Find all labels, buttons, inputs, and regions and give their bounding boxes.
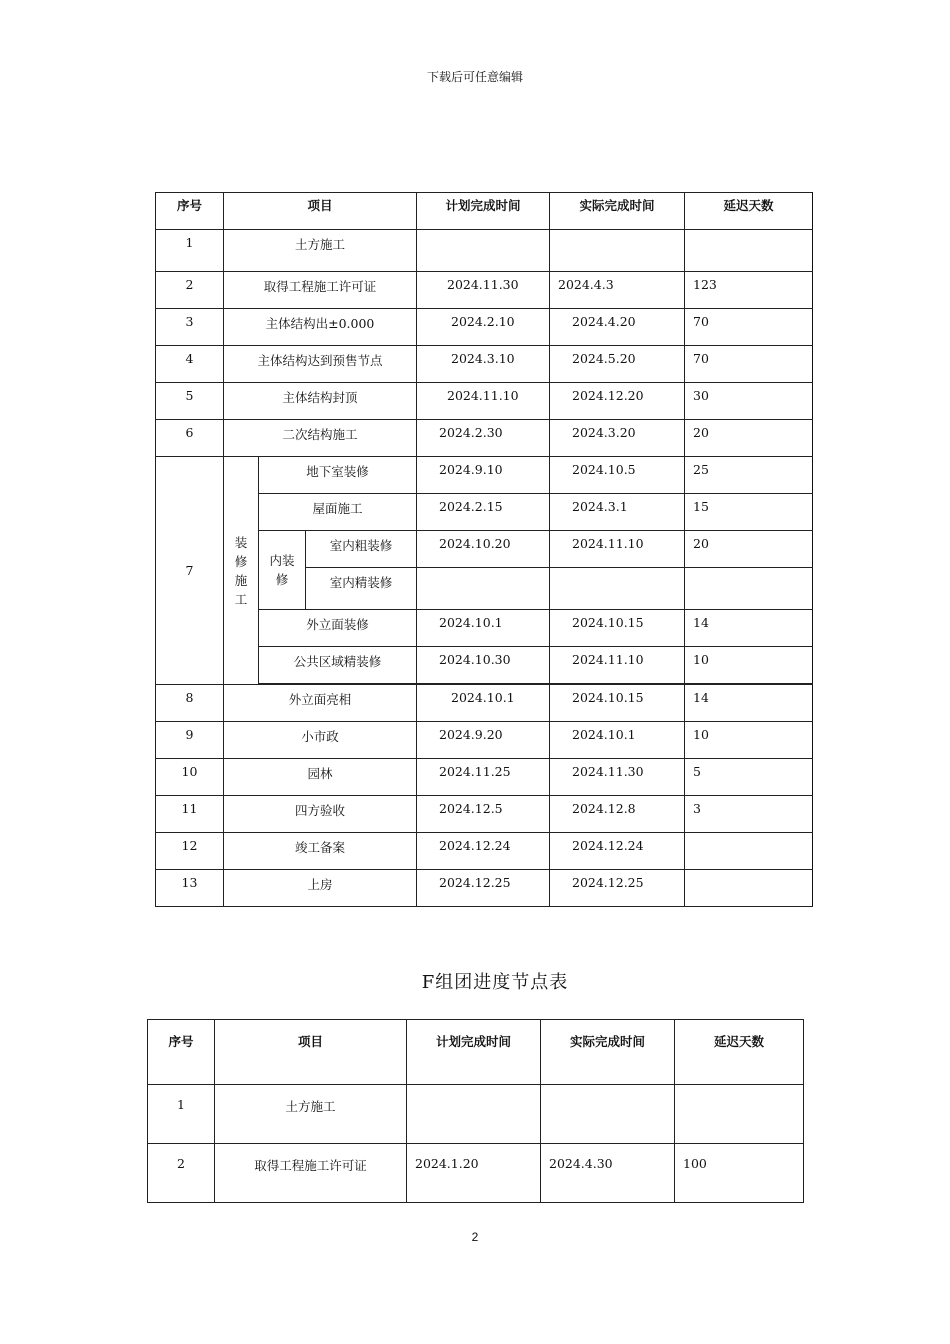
row-plan: 2024.9.20 xyxy=(417,722,550,759)
row-delay: 14 xyxy=(685,610,813,647)
row-item: 取得工程施工许可证 xyxy=(215,1144,407,1203)
header-delay: 延迟天数 xyxy=(675,1020,804,1085)
header-plan: 计划完成时间 xyxy=(407,1020,541,1085)
table-row xyxy=(156,420,813,457)
row-actual: 2024.10.5 xyxy=(550,457,685,494)
row-delay: 30 xyxy=(685,383,813,420)
row-item: 小市政 xyxy=(224,722,417,759)
row-delay xyxy=(685,568,813,610)
row-delay: 15 xyxy=(685,494,813,531)
row-item: 四方验收 xyxy=(224,796,417,833)
row-no: 10 xyxy=(156,759,224,796)
row-actual: 2024.3.20 xyxy=(550,420,685,457)
row-actual: 2024.4.3 xyxy=(550,272,685,309)
group-label-cell xyxy=(224,457,259,685)
row-actual xyxy=(550,568,685,610)
header-item: 项目 xyxy=(224,193,417,230)
row-item: 主体结构达到预售节点 xyxy=(224,346,417,383)
row-plan: 2024.1.20 xyxy=(407,1144,541,1203)
table-row xyxy=(156,685,813,722)
row-delay: 5 xyxy=(685,759,813,796)
row-no: 2 xyxy=(148,1144,215,1203)
row-delay: 70 xyxy=(685,346,813,383)
row-item: 屋面施工 xyxy=(259,494,417,531)
row-actual: 2024.11.30 xyxy=(550,759,685,796)
table-row xyxy=(156,722,813,759)
row-item: 室内粗装修 xyxy=(306,531,417,568)
row-actual: 2024.12.25 xyxy=(550,870,685,907)
row-item: 园林 xyxy=(224,759,417,796)
row-item: 室内精装修 xyxy=(306,568,417,610)
row-plan: 2024.11.30 xyxy=(417,272,550,309)
row-item: 土方施工 xyxy=(215,1085,407,1144)
header-item: 项目 xyxy=(215,1020,407,1085)
row-plan: 2024.12.25 xyxy=(417,870,550,907)
row-no: 7 xyxy=(156,457,224,685)
table-row xyxy=(148,1144,804,1203)
row-actual: 2024.12.24 xyxy=(550,833,685,870)
header-plan: 计划完成时间 xyxy=(417,193,550,230)
row-actual: 2024.3.1 xyxy=(550,494,685,531)
table-row xyxy=(156,346,813,383)
table-header-row xyxy=(148,1020,804,1085)
row-no: 9 xyxy=(156,722,224,759)
header-no: 序号 xyxy=(148,1020,215,1085)
row-actual: 2024.10.15 xyxy=(550,685,685,722)
header-delay: 延迟天数 xyxy=(685,193,813,230)
row-delay: 3 xyxy=(685,796,813,833)
row-actual: 2024.11.10 xyxy=(550,647,685,684)
row-actual: 2024.10.1 xyxy=(550,722,685,759)
row-actual xyxy=(550,230,685,272)
row-item: 二次结构施工 xyxy=(224,420,417,457)
row-plan: 2024.10.1 xyxy=(417,685,550,722)
table-header-row xyxy=(156,193,813,230)
row-no: 8 xyxy=(156,685,224,722)
table-row xyxy=(156,230,813,272)
row-delay: 25 xyxy=(685,457,813,494)
header-actual: 实际完成时间 xyxy=(550,193,685,230)
row-no: 5 xyxy=(156,383,224,420)
row-delay xyxy=(685,870,813,907)
row-plan: 2024.2.15 xyxy=(417,494,550,531)
row-delay: 14 xyxy=(685,685,813,722)
row-delay: 10 xyxy=(685,647,813,684)
row-plan: 2024.2.10 xyxy=(417,309,550,346)
header-actual: 实际完成时间 xyxy=(541,1020,675,1085)
page-number: 2 xyxy=(471,1230,479,1244)
progress-table-2 xyxy=(147,1019,804,1203)
row-delay: 123 xyxy=(685,272,813,309)
table-row xyxy=(156,833,813,870)
row-plan: 2024.10.1 xyxy=(417,610,550,647)
row-plan: 2024.10.30 xyxy=(417,647,550,684)
row-plan: 2024.10.20 xyxy=(417,531,550,568)
row-no: 2 xyxy=(156,272,224,309)
row-delay: 100 xyxy=(675,1144,804,1203)
row-actual: 2024.5.20 xyxy=(550,346,685,383)
table-1-body xyxy=(156,230,813,907)
row-plan: 2024.12.5 xyxy=(417,796,550,833)
row-delay xyxy=(685,833,813,870)
row-delay: 20 xyxy=(685,420,813,457)
header-no: 序号 xyxy=(156,193,224,230)
row-item: 外立面装修 xyxy=(259,610,417,647)
row-plan xyxy=(407,1085,541,1144)
row-plan xyxy=(417,230,550,272)
table-row xyxy=(156,309,813,346)
row-actual xyxy=(541,1085,675,1144)
row-no: 12 xyxy=(156,833,224,870)
row-delay: 20 xyxy=(685,531,813,568)
table-row xyxy=(156,870,813,907)
sub-label: 内装修 xyxy=(269,553,295,587)
table-row xyxy=(156,383,813,420)
row-no: 4 xyxy=(156,346,224,383)
row-item: 取得工程施工许可证 xyxy=(224,272,417,309)
sub-label-cell xyxy=(259,531,306,610)
row-plan: 2024.11.25 xyxy=(417,759,550,796)
row-no: 11 xyxy=(156,796,224,833)
table-row xyxy=(148,1085,804,1144)
header-note: 下载后可任意编辑 xyxy=(426,70,523,84)
table-row xyxy=(156,759,813,796)
row-item: 上房 xyxy=(224,870,417,907)
group-label: 装修施工 xyxy=(234,534,248,607)
row-no: 6 xyxy=(156,420,224,457)
row-plan: 2024.9.10 xyxy=(417,457,550,494)
row-item: 主体结构封顶 xyxy=(224,383,417,420)
row-delay xyxy=(675,1085,804,1144)
row-no: 1 xyxy=(156,230,224,272)
row-delay: 10 xyxy=(685,722,813,759)
row-actual: 2024.12.8 xyxy=(550,796,685,833)
row-plan: 2024.11.10 xyxy=(417,383,550,420)
row-actual: 2024.4.20 xyxy=(550,309,685,346)
row-actual: 2024.4.30 xyxy=(541,1144,675,1203)
row-item: 公共区域精装修 xyxy=(259,647,417,684)
progress-table-1 xyxy=(155,192,813,907)
row-no: 13 xyxy=(156,870,224,907)
row-plan xyxy=(417,568,550,610)
row-item: 外立面亮相 xyxy=(224,685,417,722)
row-item: 主体结构出±0.000 xyxy=(224,309,417,346)
row-plan: 2024.2.30 xyxy=(417,420,550,457)
row-plan: 2024.3.10 xyxy=(417,346,550,383)
row-actual: 2024.10.15 xyxy=(550,610,685,647)
row-item: 地下室装修 xyxy=(259,457,417,494)
table-row xyxy=(156,796,813,833)
row-actual: 2024.12.20 xyxy=(550,383,685,420)
row-item: 竣工备案 xyxy=(224,833,417,870)
row-delay xyxy=(685,230,813,272)
table-row xyxy=(156,457,813,494)
row-item: 土方施工 xyxy=(224,230,417,272)
row-actual: 2024.11.10 xyxy=(550,531,685,568)
row-no: 1 xyxy=(148,1085,215,1144)
row-no: 3 xyxy=(156,309,224,346)
row-delay: 70 xyxy=(685,309,813,346)
section-title: F组团进度节点表 xyxy=(421,972,569,993)
row-plan: 2024.12.24 xyxy=(417,833,550,870)
table-row xyxy=(156,272,813,309)
